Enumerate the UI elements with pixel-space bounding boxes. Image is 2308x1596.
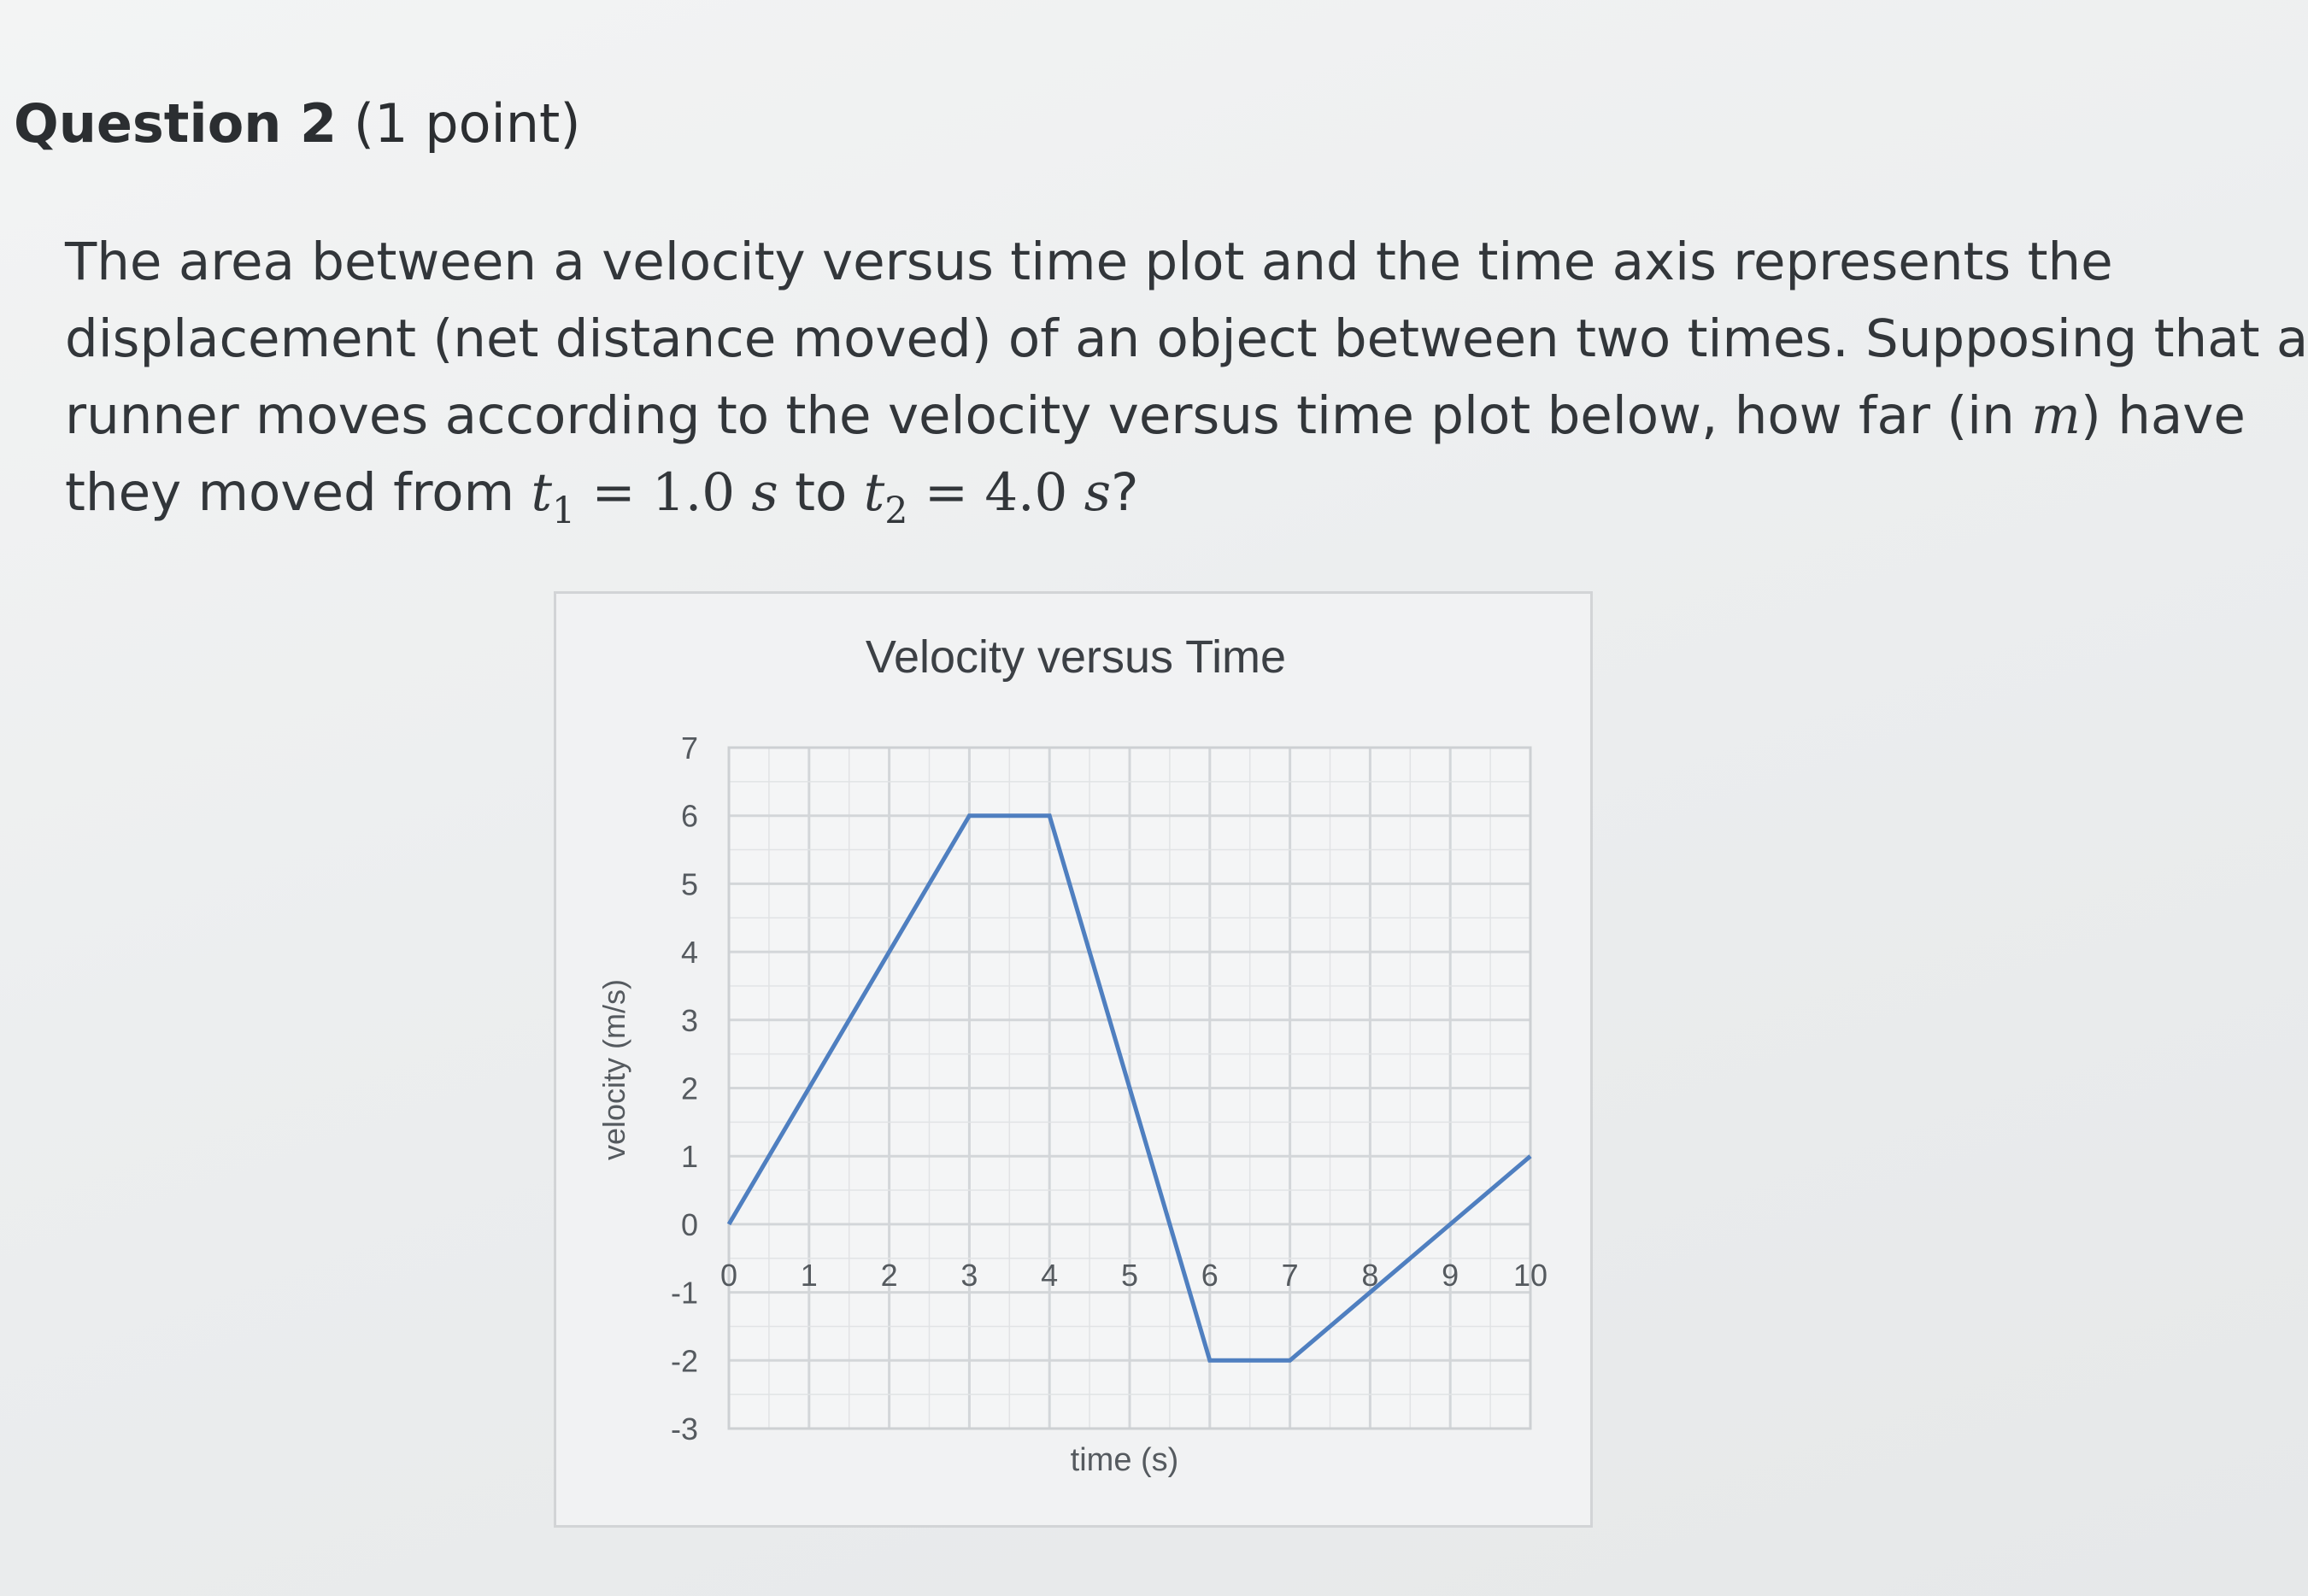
- t1-value: = 1.0: [575, 462, 752, 523]
- t1-variable: t: [531, 462, 552, 523]
- to-word: to: [778, 462, 864, 523]
- x-tick-label: 2: [880, 1257, 898, 1293]
- y-tick-label: 6: [680, 798, 698, 834]
- question-body: [65, 224, 2308, 549]
- x-axis-label: time (s): [1070, 1442, 1179, 1478]
- y-tick-label: 4: [680, 935, 698, 971]
- question-line-4: [65, 455, 2099, 549]
- chart-title: Velocity versus Time: [865, 631, 1287, 683]
- line-4-prefix: they moved from: [65, 462, 531, 523]
- y-tick-label: 3: [680, 1002, 698, 1038]
- t2-value: = 4.0: [907, 462, 1084, 523]
- t2-subscript: 2: [884, 489, 908, 532]
- x-tick-label: 10: [1512, 1257, 1548, 1293]
- t1-unit: s: [751, 462, 778, 523]
- y-axis-label: velocity (m/s): [596, 978, 631, 1161]
- question-points: (1 point): [353, 92, 581, 155]
- x-tick-label: 4: [1041, 1257, 1059, 1293]
- x-tick-label: 8: [1361, 1257, 1379, 1293]
- unit-meter: m: [2031, 385, 2081, 446]
- x-tick-label: 5: [1120, 1257, 1139, 1293]
- x-tick-label: 3: [960, 1257, 978, 1293]
- t2-symbol: [863, 462, 908, 532]
- question-number: Question 2: [14, 92, 338, 155]
- t2-variable: t: [863, 462, 885, 523]
- x-tick-label: 0: [719, 1257, 738, 1293]
- question-line-2: displacement (net distance moved) of an object between two times. Supposing that a: [65, 308, 2308, 369]
- line-3-prefix: runner moves according to the velocity versus time plot below, how far (in: [65, 385, 2032, 446]
- t1-symbol: [531, 462, 576, 532]
- x-tick-label: 7: [1281, 1257, 1299, 1293]
- y-tick-label: -2: [670, 1343, 698, 1379]
- x-tick-label: 9: [1442, 1257, 1459, 1293]
- question-line-1: The area between a velocity versus time plot and the time axis represents the: [65, 232, 2113, 292]
- y-tick-label: -3: [670, 1411, 698, 1446]
- question-line-3: [65, 378, 2246, 455]
- y-tick-label: 1: [680, 1139, 698, 1175]
- x-tick-label: 6: [1201, 1257, 1219, 1293]
- line-3-suffix: ) have: [2081, 385, 2246, 446]
- y-tick-label: -1: [670, 1275, 698, 1311]
- y-tick-label: 0: [680, 1206, 698, 1242]
- t2-unit: s: [1084, 462, 1112, 523]
- velocity-chart: [556, 594, 1595, 1530]
- y-tick-label: 5: [680, 866, 698, 902]
- y-tick-label: 2: [680, 1071, 698, 1106]
- x-tick-label: 1: [800, 1257, 818, 1293]
- question-title: [14, 92, 581, 155]
- t1-subscript: 1: [551, 489, 576, 532]
- chart-frame: [554, 591, 1593, 1528]
- y-tick-label: 7: [680, 731, 698, 766]
- line-4-end: ?: [1111, 462, 1139, 523]
